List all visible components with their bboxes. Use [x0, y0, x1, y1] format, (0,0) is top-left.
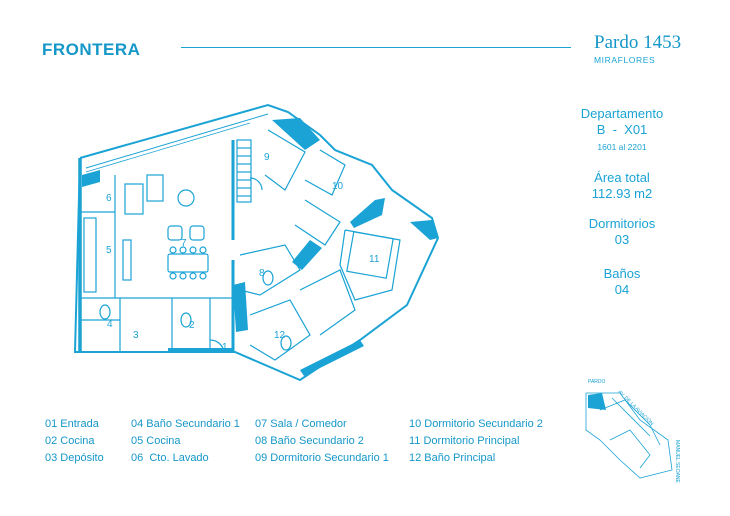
legend-item: 11 Dormitorio Principal [409, 435, 520, 447]
unit-code: B - X01 [596, 122, 648, 137]
room-label-5: 5 [106, 245, 112, 256]
area-label: Área total [594, 170, 650, 185]
legend-column-2 [131, 418, 240, 464]
legend-item: 08 Baño Secundario 2 [255, 435, 364, 447]
legend-item: 02 Cocina [45, 435, 95, 447]
room-label-3: 3 [133, 330, 139, 341]
legend-item: 12 Baño Principal [409, 452, 496, 464]
room-label-11: 11 [369, 254, 380, 265]
room-label-4: 4 [107, 319, 113, 330]
room-label-12: 12 [274, 330, 286, 341]
street-label-seoane: MANUEL SEOANE [674, 440, 680, 483]
room-label-9: 9 [264, 152, 270, 163]
room-label-10: 10 [332, 181, 344, 192]
street-label-aviacion: AV. DE LA AVIACIÓN [616, 389, 655, 427]
room-label-8: 8 [259, 268, 265, 279]
project-district: MIRAFLORES [594, 55, 656, 65]
legend-item: 01 Entrada [45, 418, 99, 430]
unit-label: Departamento [580, 106, 664, 121]
legend-item: 10 Dormitorio Secundario 2 [409, 418, 543, 430]
street-label-pardo: PARDO [588, 379, 606, 385]
legend-item: 09 Dormitorio Secundario 1 [255, 452, 389, 464]
room-label-6: 6 [106, 193, 112, 204]
project-title: Pardo 1453 [594, 32, 682, 53]
legend-column-1 [45, 418, 104, 464]
legend-item: 06 Cto. Lavado [131, 452, 209, 464]
legend-column-3 [255, 418, 389, 464]
brand-logo: FRONTERA [42, 40, 141, 59]
bathrooms-label: Baños [603, 266, 641, 281]
bedrooms-value: 03 [614, 232, 630, 247]
bathrooms-value: 04 [614, 282, 630, 297]
legend-column-4 [409, 418, 543, 464]
room-label-7: 7 [181, 238, 187, 249]
bedrooms-label: Dormitorios [588, 216, 656, 231]
legend-item: 05 Cocina [131, 435, 181, 447]
unit-floors: 1601 al 2201 [597, 142, 647, 152]
legend-item: 03 Depósito [45, 452, 104, 464]
legend-item: 04 Baño Secundario 1 [131, 418, 240, 430]
room-label-2: 2 [189, 320, 195, 331]
legend-item: 07 Sala / Comedor [255, 418, 347, 430]
area-value: 112.93 m2 [591, 186, 653, 201]
room-label-1: 1 [222, 342, 228, 353]
